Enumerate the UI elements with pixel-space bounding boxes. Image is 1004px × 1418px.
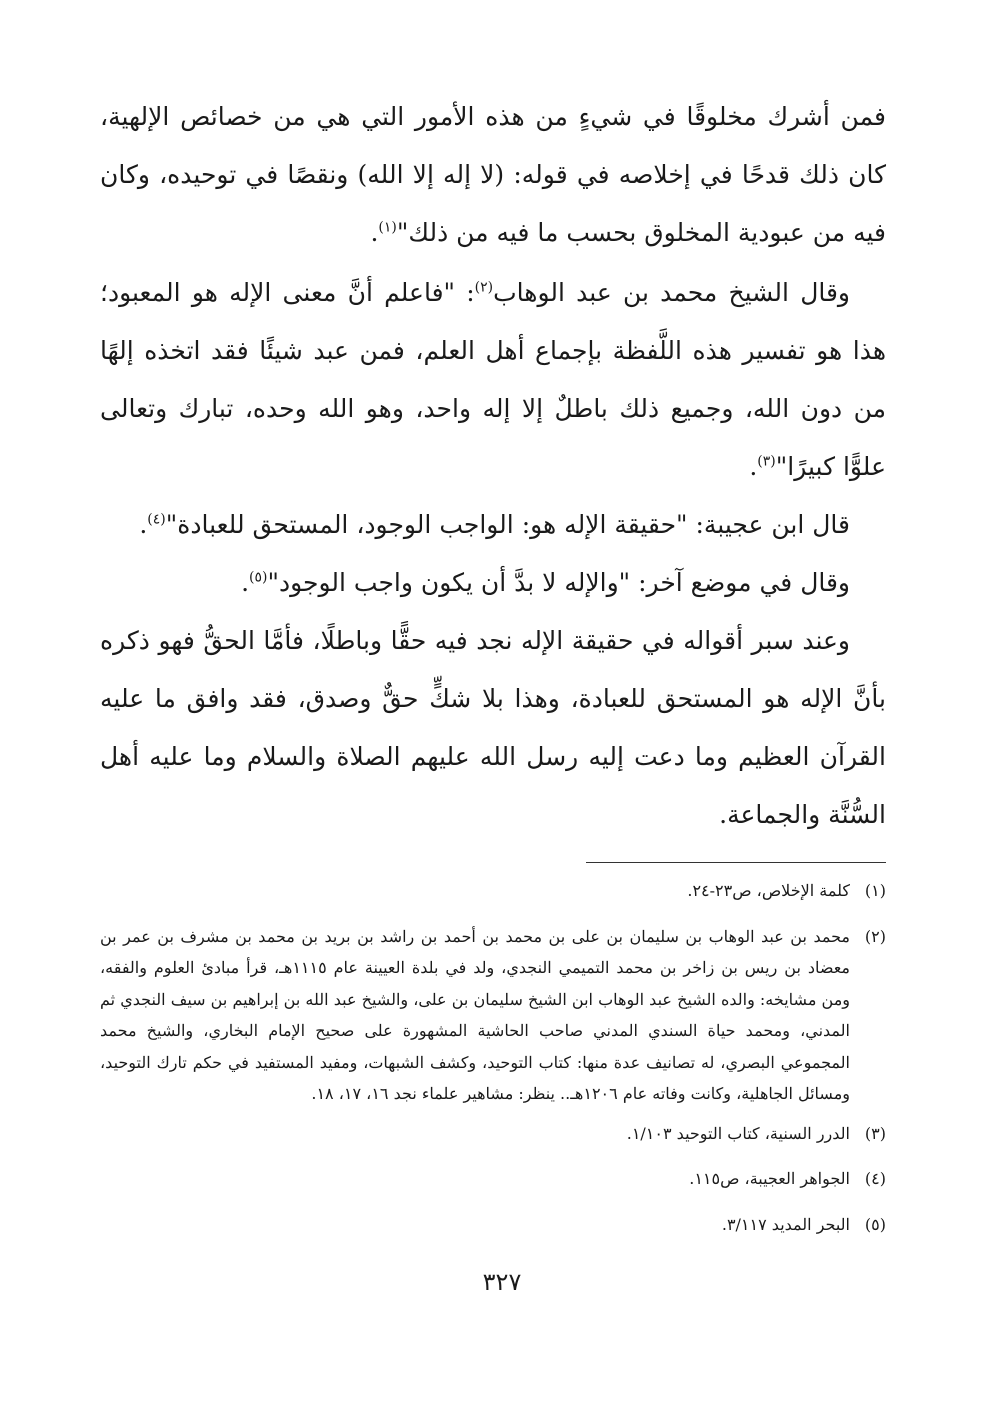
body-paragraph-2: وقال الشيخ محمد بن عبد الوهاب$^{(٢)}$: "فاعلم أنَّ معنى الإله هو المعبود؛ هذا هو تفسير هذه اللَّفظة بإجماع أهل العلم، فمن عبد شيئًا فقد اتخذه إلهًا من دون الله، وجميع ذلك باطلٌ إلا إله واحد، وهو الله وحده، تبارك وتعالى علوًّا كبيرًا"$^{(٣)}$.: [100, 278, 886, 481]
footnote-3: [100, 1118, 886, 1150]
footnote-ref-3[interactable]: (٣): [757, 453, 776, 470]
footnote-ref-2[interactable]: (٢): [474, 279, 494, 296]
footnote-number: (٢): [864, 926, 886, 946]
footnote-divider: [586, 862, 886, 863]
footnote-text: كلمة الإخلاص، ص٢٣-٢٤.: [687, 881, 850, 900]
paragraph-lead: وقال الشيخ محمد بن عبد الوهاب: [493, 278, 851, 307]
footnote-ref-5[interactable]: (٥): [249, 569, 268, 586]
paragraph-text: فمن أشرك مخلوقًا في شيءٍ من هذه الأمور التي هي من خصائص الإلهية، كان ذلك قدحًا في إخلاصه في قوله: (لا إله إلا الله) ونقصًا في توحيده، وكان فيه من عبودية المخلوق بحسب ما فيه من ذلك": [100, 102, 886, 247]
footnote-number: (٣): [864, 1123, 886, 1143]
page-content: [100, 88, 886, 1254]
footnote-2: [100, 921, 886, 1110]
body-paragraph-4: وقال في موضع آخر: "والإله لا بدَّ أن يكون واجب الوجود"$^{(٥)}$.: [241, 568, 850, 597]
footnote-text: الدرر السنية، كتاب التوحيد ١/١٠٣.: [626, 1123, 850, 1143]
paragraph-text: وعند سبر أقواله في حقيقة الإله نجد فيه حقًّا وباطلًا، فأمَّا الحقُّ فهو ذكره بأنَّ الإله هو المستحق للعبادة، وهذا بلا شكٍّ حقٌّ وصدق، فقد وافق ما عليه القرآن العظيم وما دعت إليه رسل الله عليهم الصلاة والسلام وما عليه أهل السُّنَّة والجماعة.: [100, 626, 886, 829]
paragraph-text: وقال في موضع آخر: "والإله لا بدَّ أن يكون واجب الوجود": [267, 568, 850, 597]
footnote-4: [100, 1163, 886, 1195]
footnote-5: [100, 1209, 886, 1241]
footnote-number: (٤): [864, 1169, 886, 1188]
paragraph-text: قال ابن عجيبة: "حقيقة الإله هو: الواجب الوجود، المستحق للعبادة": [165, 510, 850, 539]
body-paragraph-3: قال ابن عجيبة: "حقيقة الإله هو: الواجب الوجود، المستحق للعبادة"$^{(٤)}$.: [139, 510, 850, 539]
footnote-ref-1[interactable]: (١): [378, 219, 397, 236]
footnote-number: (٥): [864, 1214, 886, 1234]
body-paragraph-1: فمن أشرك مخلوقًا في شيءٍ من هذه الأمور التي هي من خصائص الإلهية، كان ذلك قدحًا في إخلاصه في قوله: (لا إله إلا الله) ونقصًا في توحيده، وكان فيه من عبودية المخلوق بحسب ما فيه من ذلك"$^{(١)}$.: [100, 102, 886, 247]
footnote-text: البحر المديد ٣/١١٧.: [721, 1214, 850, 1234]
footnote-ref-4[interactable]: (٤): [147, 511, 166, 528]
footnotes-section: [100, 875, 886, 1240]
paragraph-text: : "فاعلم أنَّ معنى الإله هو المعبود؛ هذا هو تفسير هذه اللَّفظة بإجماع أهل العلم، فمن عبد شيئًا فقد اتخذه إلهًا من دون الله، وجميع ذلك باطلٌ إلا إله واحد، وهو الله وحده، تبارك وتعالى علوًّا كبيرًا": [100, 278, 886, 481]
page-number: ٣٢٧: [482, 1268, 522, 1296]
body-paragraph-5: [100, 612, 886, 844]
footnote-1: [100, 875, 886, 907]
footnote-number: (١): [864, 881, 886, 900]
footnote-text: الجواهر العجيبة، ص١١٥.: [689, 1169, 850, 1188]
footnote-text: محمد بن عبد الوهاب بن سليمان بن على بن محمد بن أحمد بن راشد بن بريد بن محمد بن مشرف بن عمر بن معضاد بن ريس بن زاخر بن محمد التميمي النجدي، ولد في بلدة العيينة عام ١١١٥هـ، قرأ مبادئ العلوم والفقه، ومن مشايخه: والده الشيخ عبد الوهاب ابن الشيخ سليمان بن على، والشيخ عبد الله بن إبراهيم بن سيف النجدي ثم المدني، ومحمد حياة السندي المدني صاحب الحاشية المشهورة على صحيح الإمام البخاري، والشيخ محمد المجموعي البصري، له تصانيف عدة منها: كتاب التوحيد، وكشف الشبهات، ومفيد المستفيد في حكم تارك التوحيد، ومسائل الجاهلية، وكانت وفاته عام ١٢٠٦هـ.. ينظر: مشاهير علماء نجد ١٦، ١٧، ١٨.: [100, 926, 850, 1103]
